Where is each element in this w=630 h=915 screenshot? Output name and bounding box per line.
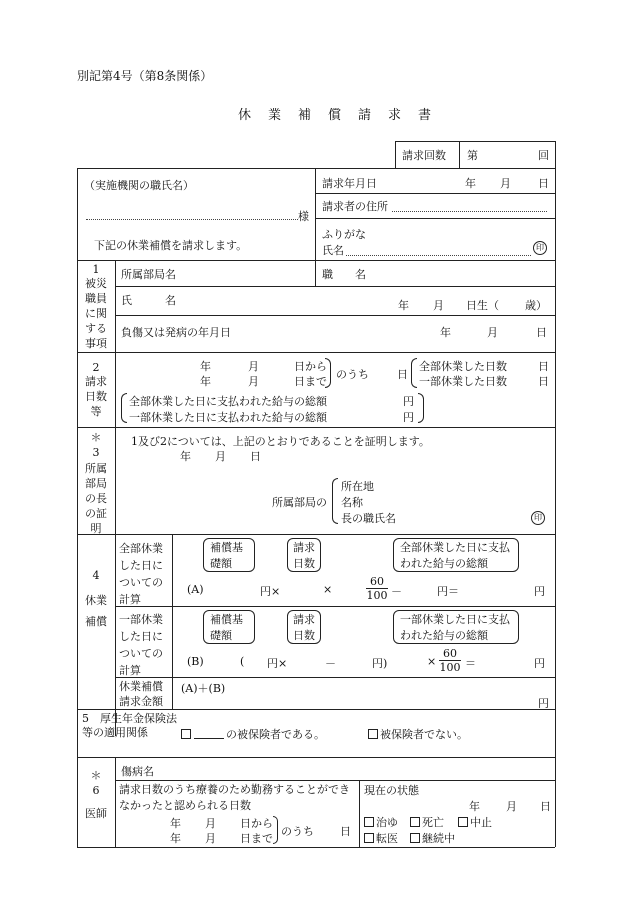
claimant-name-label: 氏名 bbox=[322, 244, 344, 257]
row-a-times: × bbox=[323, 583, 333, 596]
full-days-box-label: 請求日数 bbox=[293, 541, 315, 570]
furigana-label: ふりがな bbox=[322, 228, 366, 241]
doctor-to-year: 年 bbox=[170, 832, 181, 845]
request-text: 下記の休業補償を請求します。 bbox=[94, 239, 248, 252]
status-day: 日 bbox=[540, 800, 551, 813]
section3-label: 所属部局の長の証明 bbox=[85, 462, 107, 535]
status-stopped-checkbox[interactable] bbox=[458, 817, 468, 827]
birth-month: 月 bbox=[433, 299, 444, 312]
row-b-yen-close: 円) bbox=[372, 657, 388, 670]
full-total-yen: 円 bbox=[403, 395, 414, 408]
full-days-unit: 日 bbox=[538, 360, 549, 373]
period-from-month: 月 bbox=[248, 360, 259, 373]
partial-days-box-label: 請求日数 bbox=[293, 613, 315, 642]
row-a-fraction: $\frac{60}{100}$ bbox=[366, 575, 388, 602]
row-a-yen-times: 円× bbox=[260, 585, 281, 598]
address-line[interactable] bbox=[392, 211, 547, 212]
claim-count-prefix: 第 bbox=[467, 149, 478, 162]
row-a-yen-eq: 円＝ bbox=[437, 585, 459, 598]
claim-count-label: 請求回数 bbox=[402, 149, 446, 162]
agency-label: （実施機関の職氏名） bbox=[84, 179, 194, 192]
form-number: 別記第4号（第8条関係） bbox=[77, 69, 213, 83]
disease-label: 傷病名 bbox=[121, 765, 154, 778]
injury-year: 年 bbox=[440, 326, 451, 339]
injury-date-label: 負傷又は発病の年月日 bbox=[121, 326, 231, 339]
injury-month: 月 bbox=[487, 326, 498, 339]
status-died-checkbox[interactable] bbox=[410, 817, 420, 827]
section2-label: 請求日数等 bbox=[85, 375, 107, 418]
section1-label: 被災職員に関する事項 bbox=[85, 277, 107, 350]
period-uchi: のうち bbox=[336, 368, 369, 381]
doctor-day-unit: 日 bbox=[340, 825, 351, 838]
period-to-label: 日まで bbox=[294, 375, 327, 388]
cert-month: 月 bbox=[215, 450, 226, 463]
row-a-minus: － bbox=[391, 585, 402, 598]
sama-label: 様 bbox=[298, 210, 309, 223]
opt2-label: 被保険者でない。 bbox=[380, 728, 468, 741]
period-from-year: 年 bbox=[200, 360, 211, 373]
birth-day: 日生（ bbox=[466, 299, 499, 312]
dept-prefix: 所属部局の bbox=[272, 496, 327, 509]
status-cured-label: 治ゆ bbox=[376, 816, 398, 829]
section2-num: 2 bbox=[92, 361, 100, 374]
row-b-paren: ( bbox=[240, 655, 245, 668]
partial-paid-label: 一部休業した日に支払われた給与の総額 bbox=[400, 613, 510, 642]
status-continuing-checkbox[interactable] bbox=[410, 833, 420, 843]
status-transfer-label: 転医 bbox=[376, 832, 398, 845]
row-b-eq: ＝ bbox=[465, 657, 476, 670]
claim-date-month: 月 bbox=[500, 177, 511, 190]
status-year: 年 bbox=[469, 800, 480, 813]
section4-num: 4 bbox=[92, 569, 100, 582]
doctor-days-label: 請求日数のうち療養のため勤務することができなかったと認められる日数 bbox=[119, 783, 350, 812]
section6-num: ＊ 6 bbox=[90, 769, 102, 797]
section5-label: 5 厚生年金保険法等の適用関係 bbox=[82, 712, 177, 739]
period-from-label: 日から bbox=[294, 360, 327, 373]
cert-day: 日 bbox=[250, 450, 261, 463]
total-label: 休業補償請求金額 bbox=[119, 680, 163, 708]
form-title: 休 業 補 償 請 求 書 bbox=[238, 108, 434, 123]
claim-date-year: 年 bbox=[465, 177, 476, 190]
opt1-checkbox[interactable] bbox=[181, 729, 191, 739]
status-transfer-checkbox[interactable] bbox=[364, 833, 374, 843]
status-cured-checkbox[interactable] bbox=[364, 817, 374, 827]
doctor-from-year: 年 bbox=[170, 817, 181, 830]
doctor-to-month: 月 bbox=[205, 832, 216, 845]
opt2-checkbox[interactable] bbox=[368, 729, 378, 739]
row-b-yen-times: 円× bbox=[267, 657, 288, 670]
section1-num: 1 bbox=[92, 263, 100, 276]
department-label: 所属部局名 bbox=[121, 268, 176, 281]
doctor-from-month: 月 bbox=[205, 817, 216, 830]
partial-total-label: 一部休業した日に支払われた給与の総額 bbox=[129, 411, 327, 424]
full-base-label: 補償基礎額 bbox=[210, 541, 243, 570]
dept-head-label: 長の職氏名 bbox=[341, 512, 396, 525]
claimant-name-line[interactable] bbox=[346, 255, 531, 256]
row-b-yen: 円 bbox=[534, 657, 545, 670]
injury-day: 日 bbox=[536, 326, 547, 339]
address-label: 請求者の住所 bbox=[322, 200, 388, 213]
birth-year: 年 bbox=[398, 299, 409, 312]
dept-name-label: 名称 bbox=[341, 496, 363, 509]
section4-label: 休業補償 bbox=[85, 594, 107, 628]
opt1-label: の被保険者である。 bbox=[226, 728, 325, 741]
full-paid-label: 全部休業した日に支払われた給与の総額 bbox=[400, 541, 510, 570]
section6-label: 医師 bbox=[85, 807, 107, 820]
row-b-fraction: $\frac{60}{100}$ bbox=[439, 647, 461, 674]
doctor-to-label: 日まで bbox=[240, 832, 273, 845]
partial-days-unit: 日 bbox=[538, 375, 549, 388]
opt1-blank[interactable] bbox=[194, 738, 224, 739]
partial-calc-label: 一部休業した日についての計算 bbox=[119, 613, 163, 677]
period-to-month: 月 bbox=[248, 375, 259, 388]
employee-name-label: 氏 名 bbox=[121, 294, 176, 307]
cert-text: 1及び2については、上記のとおりであることを証明します。 bbox=[131, 435, 430, 448]
total-yen: 円 bbox=[538, 697, 549, 710]
period-day-marker: 日 bbox=[397, 368, 408, 381]
total-formula: (A)＋(B) bbox=[181, 682, 226, 695]
birth-age: 歳） bbox=[525, 299, 547, 312]
status-stopped-label: 中止 bbox=[470, 816, 492, 829]
row-b-tag: (B) bbox=[187, 655, 204, 668]
row-b-times: × bbox=[427, 655, 437, 668]
row-a-tag: (A) bbox=[187, 583, 204, 596]
section3-num: ＊ 3 bbox=[90, 431, 102, 459]
full-calc-label: 全部休業した日についての計算 bbox=[119, 542, 163, 606]
period-to-year: 年 bbox=[200, 375, 211, 388]
dept-head-seal-icon: 印 bbox=[531, 511, 545, 525]
row-b-minus: － bbox=[325, 657, 336, 670]
row-a-yen: 円 bbox=[534, 585, 545, 598]
full-days-label: 全部休業した日数 bbox=[419, 360, 507, 373]
doctor-uchi: のうち bbox=[281, 825, 314, 838]
cert-year: 年 bbox=[180, 450, 191, 463]
claim-date-day: 日 bbox=[538, 177, 549, 190]
doctor-from-label: 日から bbox=[240, 817, 273, 830]
partial-base-label: 補償基礎額 bbox=[210, 613, 243, 642]
agency-name-line[interactable] bbox=[86, 219, 298, 220]
status-label: 現在の状態 bbox=[364, 784, 419, 797]
dept-location-label: 所在地 bbox=[341, 480, 374, 493]
claimant-seal-icon: 印 bbox=[533, 241, 547, 255]
partial-total-yen: 円 bbox=[403, 411, 414, 424]
claim-count-suffix: 回 bbox=[538, 149, 549, 162]
full-total-label: 全部休業した日に支払われた給与の総額 bbox=[129, 395, 327, 408]
claim-date-label: 請求年月日 bbox=[322, 177, 377, 190]
position-label: 職 名 bbox=[322, 268, 366, 281]
status-month: 月 bbox=[506, 800, 517, 813]
status-continuing-label: 継続中 bbox=[422, 832, 455, 845]
partial-days-label: 一部休業した日数 bbox=[419, 375, 507, 388]
status-died-label: 死亡 bbox=[422, 816, 444, 829]
